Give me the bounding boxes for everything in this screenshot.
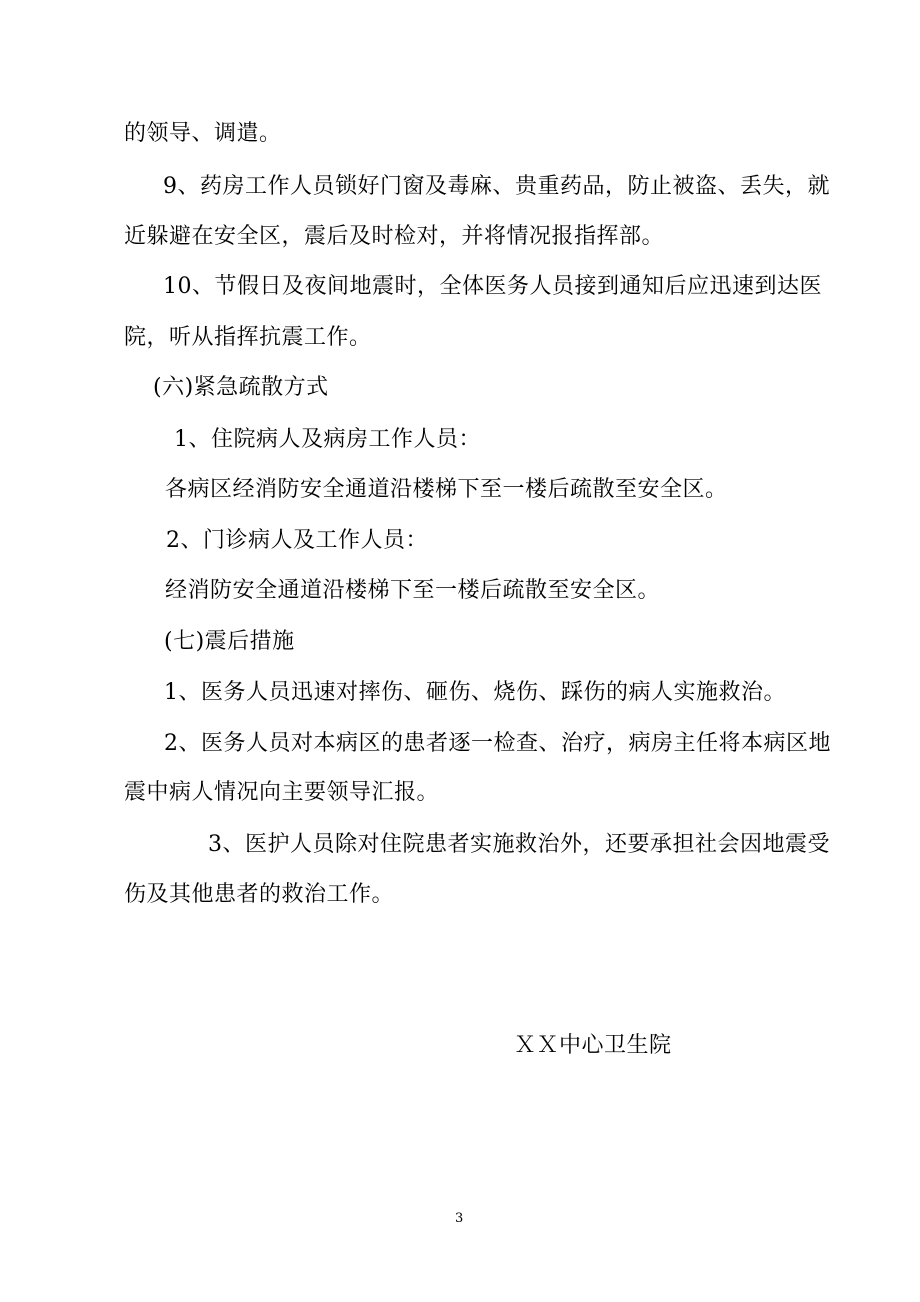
text-line: 近躲避在安全区，震后及时检对，并将情况报指挥部。: [124, 224, 665, 249]
text-line: 2、医务人员对本病区的患者逐一检查、治疗，病房主任将本病区地: [164, 731, 831, 756]
text-line: 2、门诊病人及工作人员：: [166, 528, 428, 553]
text-line: 1、医务人员迅速对摔伤、砸伤、烧伤、踩伤的病人实施救治。: [164, 680, 786, 705]
text-line: 院，听从指挥抗震工作。: [124, 325, 372, 350]
text-line: 1、住院病人及病房工作人员：: [174, 427, 481, 452]
text-line: 各病区经消防安全通道沿楼梯下至一楼后疏散至安全区。: [165, 477, 728, 502]
page-number: 3: [455, 1211, 464, 1226]
text-line: 3、医护人员除对住院患者实施救治外，还要承担社会因地震受: [208, 832, 830, 857]
text-line: 的领导、调遣。: [124, 121, 282, 146]
text-line: 经消防安全通道沿楼梯下至一楼后疏散至安全区。: [165, 578, 661, 603]
section-heading: (七)震后措施: [164, 629, 295, 654]
text-line: 震中病人情况向主要领导汇报。: [124, 780, 440, 805]
section-heading: (六)紧急疏散方式: [153, 375, 329, 400]
text-line: 10、节假日及夜间地震时，全体医务人员接到通知后应迅速到达医: [163, 274, 822, 299]
signature: ＸＸ中心卫生院: [514, 1033, 672, 1058]
text-line: 9、药房工作人员锁好门窗及毒麻、贵重药品，防止被盗、丢失，就: [163, 174, 830, 199]
text-line: 伤及其他患者的救治工作。: [124, 882, 395, 907]
